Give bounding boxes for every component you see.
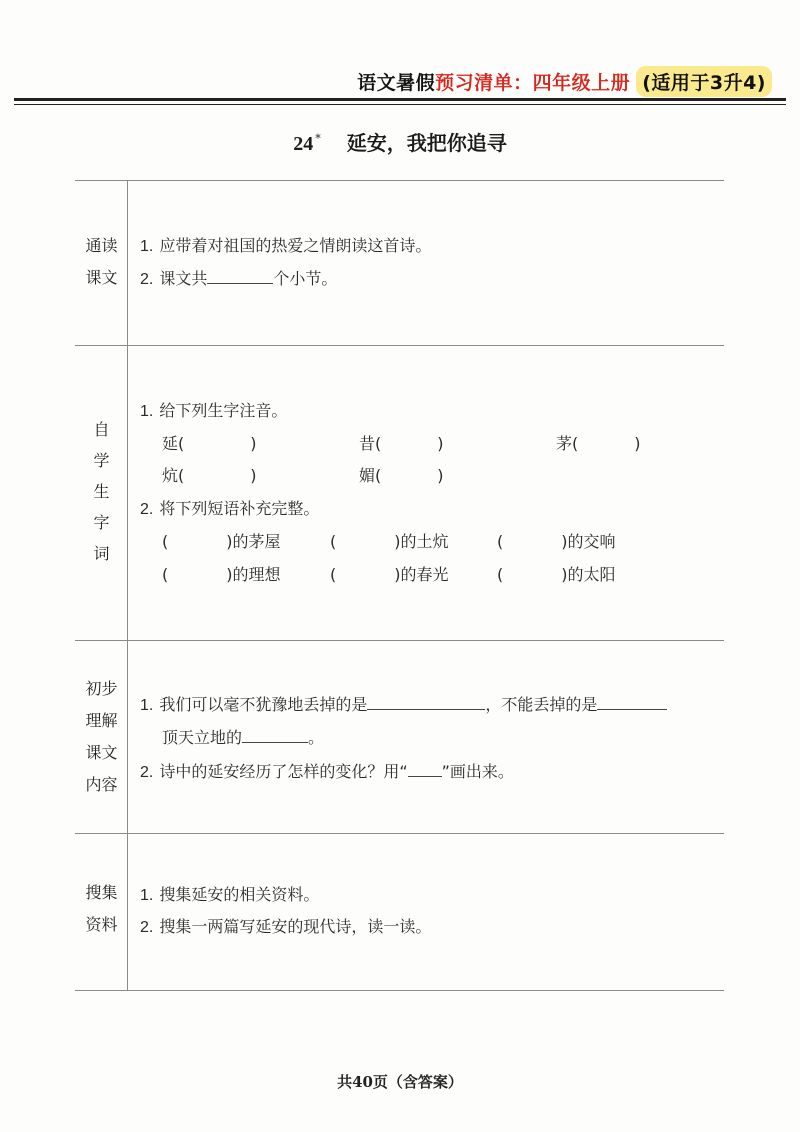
header-rule-thick xyxy=(14,98,786,101)
characters-item-2: 2. 将下列短语补充完整。 xyxy=(140,499,320,518)
pinyin-slot[interactable]: 炕( ) xyxy=(162,466,257,485)
pinyin-slot[interactable]: 茅( ) xyxy=(556,434,641,453)
table-line xyxy=(75,640,724,641)
materials-item-1: 1. 搜集延安的相关资料。 xyxy=(140,885,320,904)
answer-blank[interactable] xyxy=(242,728,308,743)
lesson-number: 24 xyxy=(293,133,314,155)
section-label-materials: 搜集 资料 xyxy=(85,883,118,934)
document-header-title xyxy=(357,64,772,98)
answer-blank[interactable] xyxy=(597,695,667,710)
phrase-slot[interactable]: ( )的太阳 xyxy=(497,565,616,584)
lesson-star: * xyxy=(315,132,321,146)
lesson-title xyxy=(0,127,800,156)
phrase-slot[interactable]: ( )的茅屋 xyxy=(162,532,281,551)
header-title-black: 语文暑假 xyxy=(357,71,436,94)
pinyin-slot[interactable]: 昔( ) xyxy=(359,434,444,453)
understanding-item-2: 2. 诗中的延安经历了怎样的变化？用“ ”画出来。 xyxy=(140,762,514,781)
materials-item-2: 2. 搜集一两篇写延安的现代诗，读一读。 xyxy=(140,917,432,936)
phrase-slot[interactable]: ( )的春光 xyxy=(330,565,449,584)
page-footer: 共40页（含答案） xyxy=(337,1073,463,1091)
underline-sample xyxy=(408,762,442,777)
header-rule-thin xyxy=(14,104,786,105)
understanding-item-1-cont: 顶天立地的 。 xyxy=(162,728,325,747)
table-line xyxy=(75,833,724,834)
table-line xyxy=(75,180,724,181)
header-title-red: 预习清单：四年级上册 xyxy=(435,71,631,94)
phrase-slot[interactable]: ( )的土炕 xyxy=(330,532,449,551)
phrase-slot[interactable]: ( )的交响 xyxy=(497,532,616,551)
section-label-characters: 自 学 生 字 词 xyxy=(93,420,110,563)
pinyin-slot[interactable]: 媚( ) xyxy=(359,466,444,485)
understanding-item-1: 1. 我们可以毫不犹豫地丢掉的是 ，不能丢掉的是 xyxy=(140,694,667,717)
answer-blank[interactable] xyxy=(207,269,273,284)
lesson-name: 延安，我把你追寻 xyxy=(346,131,507,155)
table-line xyxy=(75,345,724,346)
reading-item-1: 1. 应带着对祖国的热爱之情朗读这首诗。 xyxy=(140,236,432,255)
phrase-slot[interactable]: ( )的理想 xyxy=(162,565,281,584)
table-column-divider xyxy=(127,180,128,990)
table-line xyxy=(75,990,724,991)
section-label-understanding: 初步 理解 课文 内容 xyxy=(85,679,118,794)
reading-item-2: 2. 课文共 个小节。 xyxy=(140,269,338,288)
section-label-reading: 通读 课文 xyxy=(85,236,118,287)
pinyin-slot[interactable]: 延( ) xyxy=(162,434,257,453)
characters-item-1: 1. 给下列生字注音。 xyxy=(140,401,288,420)
grade-tag: (适用于3升4) xyxy=(636,66,772,97)
answer-blank[interactable] xyxy=(367,695,485,710)
